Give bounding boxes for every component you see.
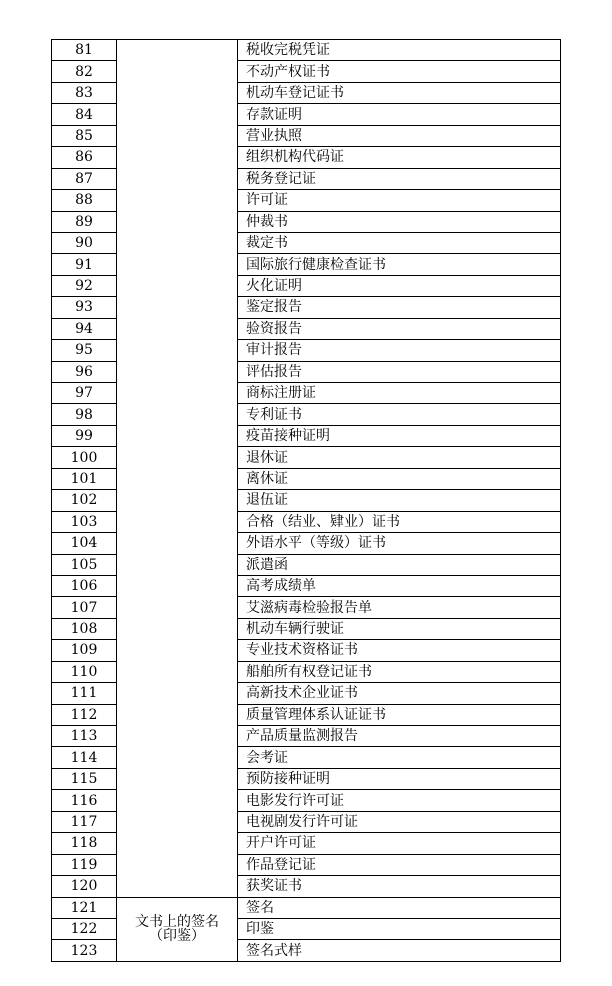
document-name: 船舶所有权登记证书 — [238, 661, 561, 682]
row-number: 92 — [52, 275, 117, 296]
row-number: 107 — [52, 597, 117, 618]
table-row — [52, 40, 561, 61]
row-number: 84 — [52, 104, 117, 125]
table-body — [52, 40, 561, 962]
document-name: 营业执照 — [238, 125, 561, 146]
category-cell — [117, 897, 238, 961]
row-number: 86 — [52, 147, 117, 168]
document-name: 会考证 — [238, 747, 561, 768]
document-name: 商标注册证 — [238, 383, 561, 404]
row-number: 88 — [52, 190, 117, 211]
row-number: 100 — [52, 447, 117, 468]
document-name: 退休证 — [238, 447, 561, 468]
row-number: 118 — [52, 833, 117, 854]
row-number: 85 — [52, 125, 117, 146]
row-number: 104 — [52, 533, 117, 554]
row-number: 109 — [52, 640, 117, 661]
document-name: 审计报告 — [238, 340, 561, 361]
row-number: 81 — [52, 40, 117, 61]
row-number: 117 — [52, 811, 117, 832]
document-name: 组织机构代码证 — [238, 147, 561, 168]
document-name: 退伍证 — [238, 490, 561, 511]
document-name: 仲裁书 — [238, 211, 561, 232]
document-name: 质量管理体系认证证书 — [238, 704, 561, 725]
document-name: 机动车辆行驶证 — [238, 618, 561, 639]
document-name: 不动产权证书 — [238, 61, 561, 82]
row-number: 123 — [52, 940, 117, 961]
row-number: 91 — [52, 254, 117, 275]
row-number: 97 — [52, 383, 117, 404]
category-label-line: （印鉴） — [149, 928, 205, 945]
document-name: 外语水平（等级）证书 — [238, 533, 561, 554]
row-number: 89 — [52, 211, 117, 232]
row-number: 102 — [52, 490, 117, 511]
document-name: 签名 — [238, 897, 561, 918]
row-number: 98 — [52, 404, 117, 425]
document-name: 离休证 — [238, 468, 561, 489]
row-number: 108 — [52, 618, 117, 639]
row-number: 110 — [52, 661, 117, 682]
category-cell — [117, 40, 238, 898]
document-name: 高新技术企业证书 — [238, 683, 561, 704]
row-number: 94 — [52, 318, 117, 339]
row-number: 111 — [52, 683, 117, 704]
row-number: 122 — [52, 918, 117, 939]
row-number: 119 — [52, 854, 117, 875]
document-name: 疫苗接种证明 — [238, 425, 561, 446]
row-number: 105 — [52, 554, 117, 575]
document-name: 税收完税凭证 — [238, 40, 561, 61]
document-name: 产品质量监测报告 — [238, 726, 561, 747]
document-name: 税务登记证 — [238, 168, 561, 189]
document-name: 国际旅行健康检查证书 — [238, 254, 561, 275]
row-number: 116 — [52, 790, 117, 811]
row-number: 120 — [52, 876, 117, 897]
document-name: 作品登记证 — [238, 854, 561, 875]
row-number: 113 — [52, 726, 117, 747]
document-name: 艾滋病毒检验报告单 — [238, 597, 561, 618]
document-name: 派遣函 — [238, 554, 561, 575]
document-name: 存款证明 — [238, 104, 561, 125]
document-name: 鉴定报告 — [238, 297, 561, 318]
row-number: 90 — [52, 232, 117, 253]
document-name: 电视剧发行许可证 — [238, 811, 561, 832]
document-name: 验资报告 — [238, 318, 561, 339]
document-name: 裁定书 — [238, 232, 561, 253]
row-number: 101 — [52, 468, 117, 489]
document-name: 机动车登记证书 — [238, 82, 561, 103]
document-name: 获奖证书 — [238, 876, 561, 897]
row-number: 103 — [52, 511, 117, 532]
table-row — [52, 897, 561, 918]
row-number: 112 — [52, 704, 117, 725]
document-table — [51, 39, 561, 962]
row-number: 99 — [52, 425, 117, 446]
category-label-line: 文书上的签名 — [135, 914, 219, 931]
document-name: 合格（结业、肄业）证书 — [238, 511, 561, 532]
row-number: 82 — [52, 61, 117, 82]
document-name: 电影发行许可证 — [238, 790, 561, 811]
document-name: 评估报告 — [238, 361, 561, 382]
document-name: 许可证 — [238, 190, 561, 211]
row-number: 121 — [52, 897, 117, 918]
row-number: 83 — [52, 82, 117, 103]
row-number: 115 — [52, 768, 117, 789]
document-name: 签名式样 — [238, 940, 561, 961]
row-number: 114 — [52, 747, 117, 768]
document-name: 专业技术资格证书 — [238, 640, 561, 661]
row-number: 95 — [52, 340, 117, 361]
row-number: 93 — [52, 297, 117, 318]
document-name: 印鉴 — [238, 918, 561, 939]
document-name: 专利证书 — [238, 404, 561, 425]
document-name: 火化证明 — [238, 275, 561, 296]
row-number: 87 — [52, 168, 117, 189]
row-number: 106 — [52, 575, 117, 596]
document-name: 开户许可证 — [238, 833, 561, 854]
document-name: 预防接种证明 — [238, 768, 561, 789]
row-number: 96 — [52, 361, 117, 382]
document-name: 高考成绩单 — [238, 575, 561, 596]
